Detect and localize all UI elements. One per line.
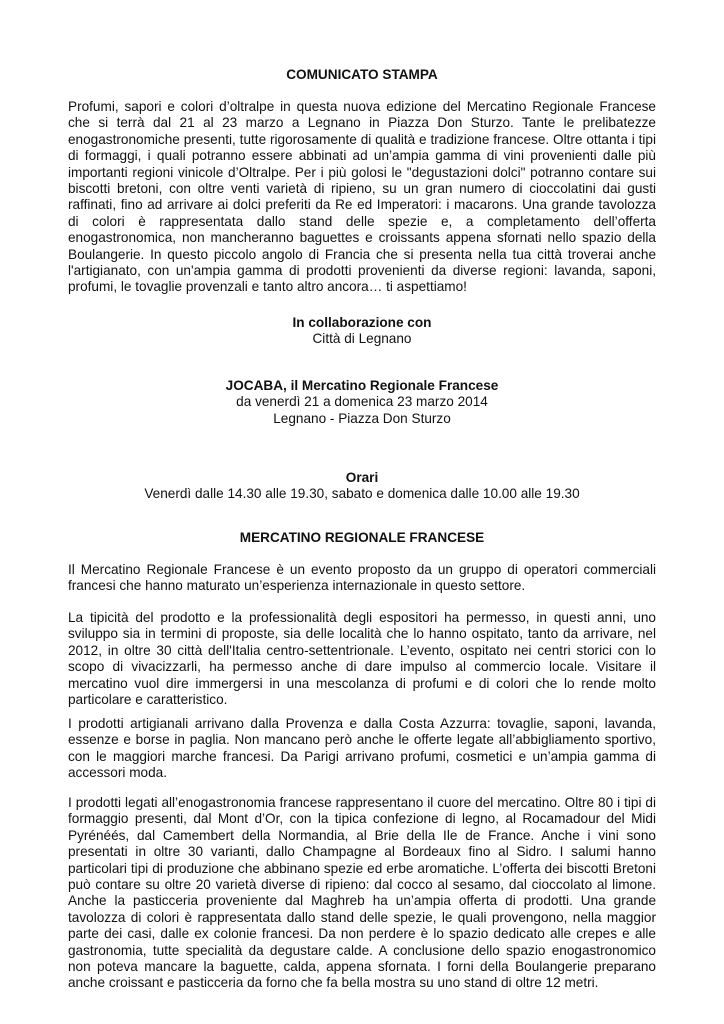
hours-block bbox=[68, 470, 656, 503]
collaboration-block bbox=[68, 315, 656, 348]
event-name: JOCABA, il Mercatino Regionale Francese bbox=[225, 378, 499, 393]
section-paragraph-3: I prodotti artigianali arrivano dalla Provenza e dalla Costa Azzurra: tovaglie, saponi, lavanda, essenze e borse in paglia. Non mancano però anche le offerte legate all’abbigliamento sportivo, con le maggiori marche francesi. Da Parigi arrivano profumi, cosmetici e un’ampia gamma di accessori moda. bbox=[68, 716, 656, 781]
hours-text: Venerdì dalle 14.30 alle 19.30, sabato e domenica dalle 10.00 alle 19.30 bbox=[144, 486, 580, 502]
page-title: COMUNICATO STAMPA bbox=[286, 67, 438, 82]
section-paragraph-1: Il Mercatino Regionale Francese è un evento proposto da un gruppo di operatori commerciali francesi che hanno maturato un’esperienza internazionale in questo settore. bbox=[68, 562, 656, 594]
section-paragraph-2: La tipicità del prodotto e la professionalità degli espositori ha permesso, in questi anni, uno sviluppo sia in termini di proposte, sia delle località che lo hanno ospitato, tanto da arrivare, nel 2012, in oltre 30 città dell'Italia centro-settentrionale. L’evento, ospitato nei centri storici con lo scopo di vivacizzarli, ha permesso anche di dare impulso al commercio locale. Visitare il mercatino vuol dire immergersi in una mescolanza di profumi e di colori che lo rende molto particolare e caratteristico. bbox=[68, 610, 656, 708]
event-block bbox=[68, 378, 656, 427]
section-paragraph-4: I prodotti legati all’enogastronomia francese rappresentano il cuore del mercatino. Oltre 80 i tipi di formaggio presenti, dal Mont d’Or, con la tipica confezione di legno, al Rocamadour del Midi Pyrénéés, dal Camembert della Normandia, al Brie della Ile de France. Anche i vini sono presentati in oltre 30 varianti, dallo Champagne al Bordeaux fino al Sidro. I salumi hanno particolari tipi di produzione che abbinano spezie ed erbe aromatiche. L’offerta dei biscotti Bretoni può contare su oltre 20 varietà diverse di ripieno: dal cocco al sesamo, dal cioccolato al limone. Anche la pasticceria proveniente dal Maghreb ha un’ampia offerta di prodotti. Una grande tavolozza di colori è rappresentata dallo stand delle spezie, le quali provengono, nella maggior parte dei casi, dalle ex colonie francesi. Da non perdere è lo spazio dedicato alle crepes e alle gastronomia, tutte specialità da degustare calde. A conclusione dello spazio enogastronomico non poteva mancare la baguette, calda, appena sfornata. I forni della Boulangerie preparano anche croissant e pasticceria da forno che fa bella mostra su uno stand di oltre 12 metri. bbox=[68, 795, 656, 991]
intro-paragraph: Profumi, sapori e colori d’oltralpe in questa nuova edizione del Mercatino Regionale Francese che si terrà dal 21 al 23 marzo a Legnano in Piazza Don Sturzo. Tante le prelibatezze enogastronomiche presenti, tutte rigorosamente di qualità e tradizione francese. Oltre ottanta i tipi di formaggi, i quali potranno essere abbinati ad un’ampia gamma di vini provenienti dalle più importanti regioni vinicole d’Oltralpe. Per i più golosi le "degustazioni dolci" potranno contare sui biscotti bretoni, con oltre venti varietà di ripieno, su un gran numero di cioccolatini dai gusti raffinati, fino ad arrivare ai dolci preferiti da Re ed Imperatori: i macarons. Una grande tavolozza di colori è rappresentata dallo stand delle spezie e, a completamento dell’offerta enogastronomica, non mancheranno baguettes e croissants appena sfornati nello spazio della Boulangerie. In questo piccolo angolo di Francia che si presenta nella tua città troverai anche l'artigianato, con un'ampia gamma di prodotti provenienti da diverse regioni: lavanda, saponi, profumi, le tovaglie provenzali e tanto altro ancora… ti aspettiamo! bbox=[68, 99, 656, 295]
event-dates: da venerdì 21 a domenica 23 marzo 2014 bbox=[236, 394, 488, 410]
section-title: MERCATINO REGIONALE FRANCESE bbox=[239, 530, 485, 545]
event-location: Legnano - Piazza Don Sturzo bbox=[273, 410, 451, 426]
collaboration-partner: Città di Legnano bbox=[312, 331, 412, 347]
hours-heading: Orari bbox=[345, 470, 379, 485]
collaboration-heading: In collaborazione con bbox=[292, 315, 432, 330]
